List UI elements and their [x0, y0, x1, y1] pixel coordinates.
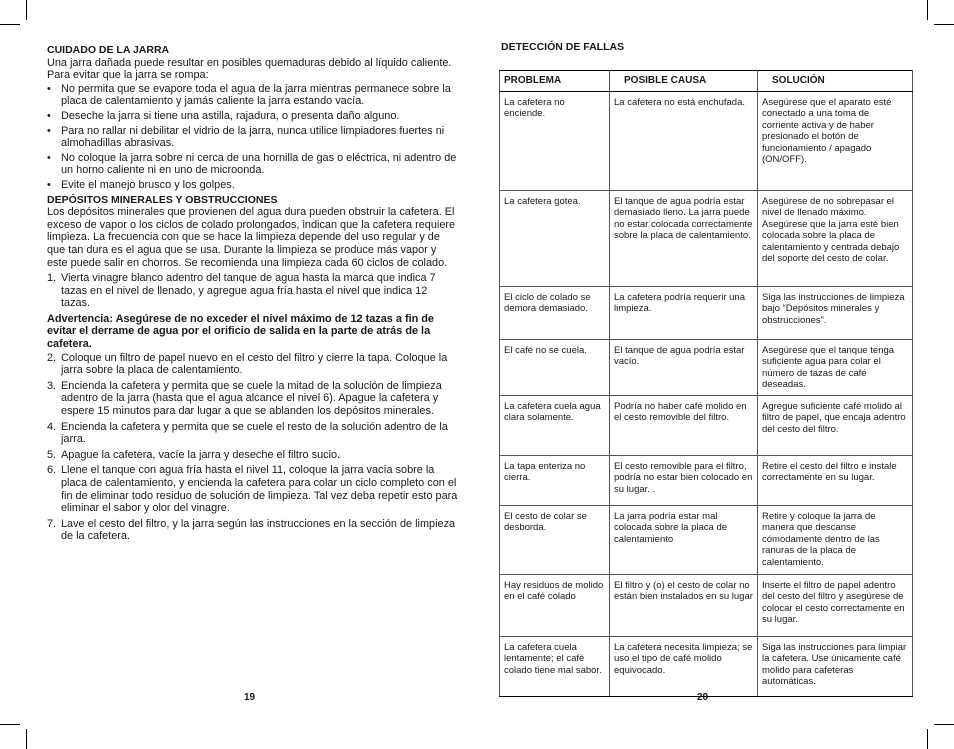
step-item: 3. Encienda la cafetera y permita que se cuele la mitad de la solución de limpieza adentro de la jarra (hasta que el agua alcance el nivel 6). Apague la cafetera y espere 15 minutos para dar lugar a que se ablanden los depósitos minerales. [47, 379, 442, 418]
crop-mark [927, 0, 928, 20]
solution-cell: Asegúrese que el aparato esté conectado a una toma de corriente activa y de haber presionado el botón de funcionamiento / apagado (ON/OFF). [758, 92, 913, 191]
column-header-solution: SOLUCIÓN [758, 71, 913, 92]
solution-cell: Retire el cesto del filtro e instale correctamente en su lugar. [758, 456, 913, 506]
table-row [500, 191, 913, 287]
solution-cell: Siga las instrucciones para limpiar la cafetera. Use únicamente café molido para cafeteras automáticas. [758, 637, 913, 697]
solution-cell: Inserte el filtro de papel adentro del cesto del filtro y asegúrese de colocar el cesto correctamente en su lugar. [758, 575, 913, 637]
step-number: 5. [47, 448, 57, 461]
table-row [500, 575, 913, 637]
solution-cell: Siga las instrucciones de limpieza bajo “Depósitos minerales y obstrucciones”. [758, 287, 913, 340]
list-item: • No coloque la jarra sobre ni cerca de una hornilla de gas o eléctrica, ni adentro de un horno caliente ni en uno de microonda. [47, 151, 457, 177]
list-item: • Evite el manejo brusco y los golpes. [47, 178, 235, 191]
step-item: 2. Coloque un filtro de papel nuevo en el cesto del filtro y cierre la tapa. Coloque la jarra sobre la placa de calentamiento. [47, 351, 448, 377]
table-row [500, 287, 913, 340]
bullet-icon: • [47, 82, 51, 95]
table-row [500, 340, 913, 396]
column-header-problem: PROBLEMA [500, 71, 610, 92]
troubleshooting-heading: DETECCIÓN DE FALLAS [501, 41, 625, 53]
step-number: 6. [47, 464, 57, 477]
bullet-icon: • [47, 151, 51, 164]
care-heading: CUIDADO DE LA JARRA [47, 44, 170, 56]
cause-cell: La cafetera necesita limpieza; se uso el tipo de café molido equivocado. [610, 637, 758, 697]
table-row [500, 506, 913, 575]
warning-text: Advertencia: Asegúrese de no exceder el nivel máximo de 12 tazas a fin de evitar el derrame de agua por el orificio de salida en la parte de atrás de la cafetera. [47, 312, 434, 351]
minerals-heading: DEPÓSITOS MINERALES Y OBSTRUCCIONES [47, 193, 278, 206]
problem-cell: La cafetera no enciende. [500, 92, 610, 191]
step-number: 1. [47, 272, 57, 285]
crop-mark [934, 724, 954, 725]
table-row [500, 396, 913, 456]
bullet-icon: • [47, 124, 51, 137]
care-intro: Una jarra dañada puede resultar en posibles quemaduras debido al líquido caliente. Para evitar que la jarra se rompa: [47, 56, 452, 82]
cause-cell: La cafetera no está enchufada. [610, 92, 758, 191]
problem-cell: La tapa enteriza no cierra. [500, 456, 610, 506]
problem-cell: Hay residuos de molido en el café colado [500, 575, 610, 637]
cause-cell: La jarra podría estar mal colocada sobre la placa de calentamiento [610, 506, 758, 575]
cause-cell: El tanque de agua podría estar demasiado lleno. La jarra puede no estar colocada correctamente sobre la placa de calentamiento. [610, 191, 758, 287]
list-item: • Para no rallar ni debilitar el vidrio de la jarra, nunca utilice limpiadores fuertes ni almohadillas abrasivas. [47, 124, 445, 150]
table-row [500, 456, 913, 506]
left-page [47, 44, 459, 546]
cause-cell: El cesto removible para el filtro, podría no estar bien colocado en su lugar. . [610, 456, 758, 506]
problem-cell: La cafetera cuela agua clara solamente. [500, 396, 610, 456]
solution-cell: Retire y coloque la jarra de manera que descanse cómodamente dentro de las ranuras de la placa de calentamiento. [758, 506, 913, 575]
bullet-icon: • [47, 178, 51, 191]
page-number-left: 19 [244, 692, 256, 703]
step-number: 7. [47, 517, 57, 530]
care-bullet-list [47, 83, 459, 192]
column-header-cause: POSIBLE CAUSA [610, 71, 758, 92]
step-item: 1. Vierta vinagre blanco adentro del tanque de agua hasta la marca que indica 7 tazas en el nivel de llenado, y agregue agua fría hasta el nivel que indica 12 tazas. [47, 272, 436, 310]
crop-mark [26, 729, 27, 749]
bullet-icon: • [47, 109, 51, 122]
solution-cell: Asegúrese de no sobrepasar el nivel de llenado máximo. Asegúrese que la jarra esté bien colocada sobre la placa de calentamiento y centrada debajo del soporte del cesto de colar. [758, 191, 913, 287]
cause-cell: El tanque de agua podría estar vacío. [610, 340, 758, 396]
step-number: 4. [47, 420, 57, 433]
problem-cell: El cesto de colar se desborda. [500, 506, 610, 575]
problem-cell: El café no se cuela. [500, 340, 610, 396]
step-item: 7. Lave el cesto del filtro, y la jarra según las instrucciones en la sección de limpieza de la cafetera. [47, 517, 456, 543]
solution-cell: Agregue suficiente café molido al filtro de papel, que encaja adentro del cesto del filtro. [758, 396, 913, 456]
step-item: 6. Llene el tanque con agua fría hasta el nivel 11, coloque la jarra vacía sobre la placa de calentamiento, y encienda la cafetera para colar un ciclo completo con el fin de eliminar todo residuo de solución de limpieza. Tal vez deba repetir esto para eliminar el sabor y olor del vinagre. [47, 464, 458, 515]
list-item: • No permita que se evapore toda el agua de la jarra mientras permanece sobre la placa de calentamiento y jamás caliente la jarra estando vacía. [47, 82, 451, 108]
crop-mark [927, 729, 928, 749]
troubleshooting-table [499, 70, 913, 697]
solution-cell: Asegúrese que el tanque tenga suficiente agua para colar el número de tazas de café deseadas. [758, 340, 913, 396]
list-item: • Deseche la jarra si tiene una astilla, rajadura, o presenta daño alguno. [47, 109, 400, 122]
step-item: 5. Apague la cafetera, vacíe la jarra y deseche el filtro sucio. [47, 448, 341, 461]
table-header-row [500, 71, 913, 92]
crop-mark [26, 0, 27, 20]
cause-cell: La cafetera podría requerir una limpieza. [610, 287, 758, 340]
cause-cell: El filtro y (o) el cesto de colar no están bien instalados en su lugar [610, 575, 758, 637]
step-item: 4. Encienda la cafetera y permita que se cuele el resto de la solución adentro de la jarra. [47, 420, 448, 446]
table-row [500, 92, 913, 191]
problem-cell: La cafetera cuela lentamente; el café colado tiene mal sabor. [500, 637, 610, 697]
page-number-right: 20 [697, 692, 709, 703]
minerals-intro: Los depósitos minerales que provienen del agua dura pueden obstruir la cafetera. El exceso de vapor o los ciclos de colado prolongados, indican que la cafetera requiere limpieza. La frecuencia con que se hace la limpieza depende del uso regular y de que tan dura es el agua que se usa. Durante la limpieza se produce más vapor y este puede salir en chorros. Se recomienda una limpieza cada 60 ciclos de colado. [47, 206, 456, 269]
crop-mark [934, 24, 954, 25]
step-number: 3. [47, 379, 57, 392]
crop-mark [0, 24, 20, 25]
cause-cell: Podría no haber café molido en el cesto removible del filtro. [610, 396, 758, 456]
step-number: 2. [47, 351, 57, 364]
crop-mark [0, 724, 20, 725]
table-row [500, 637, 913, 697]
problem-cell: El ciclo de colado se demora demasiado. [500, 287, 610, 340]
problem-cell: La cafetera gotea. [500, 191, 610, 287]
